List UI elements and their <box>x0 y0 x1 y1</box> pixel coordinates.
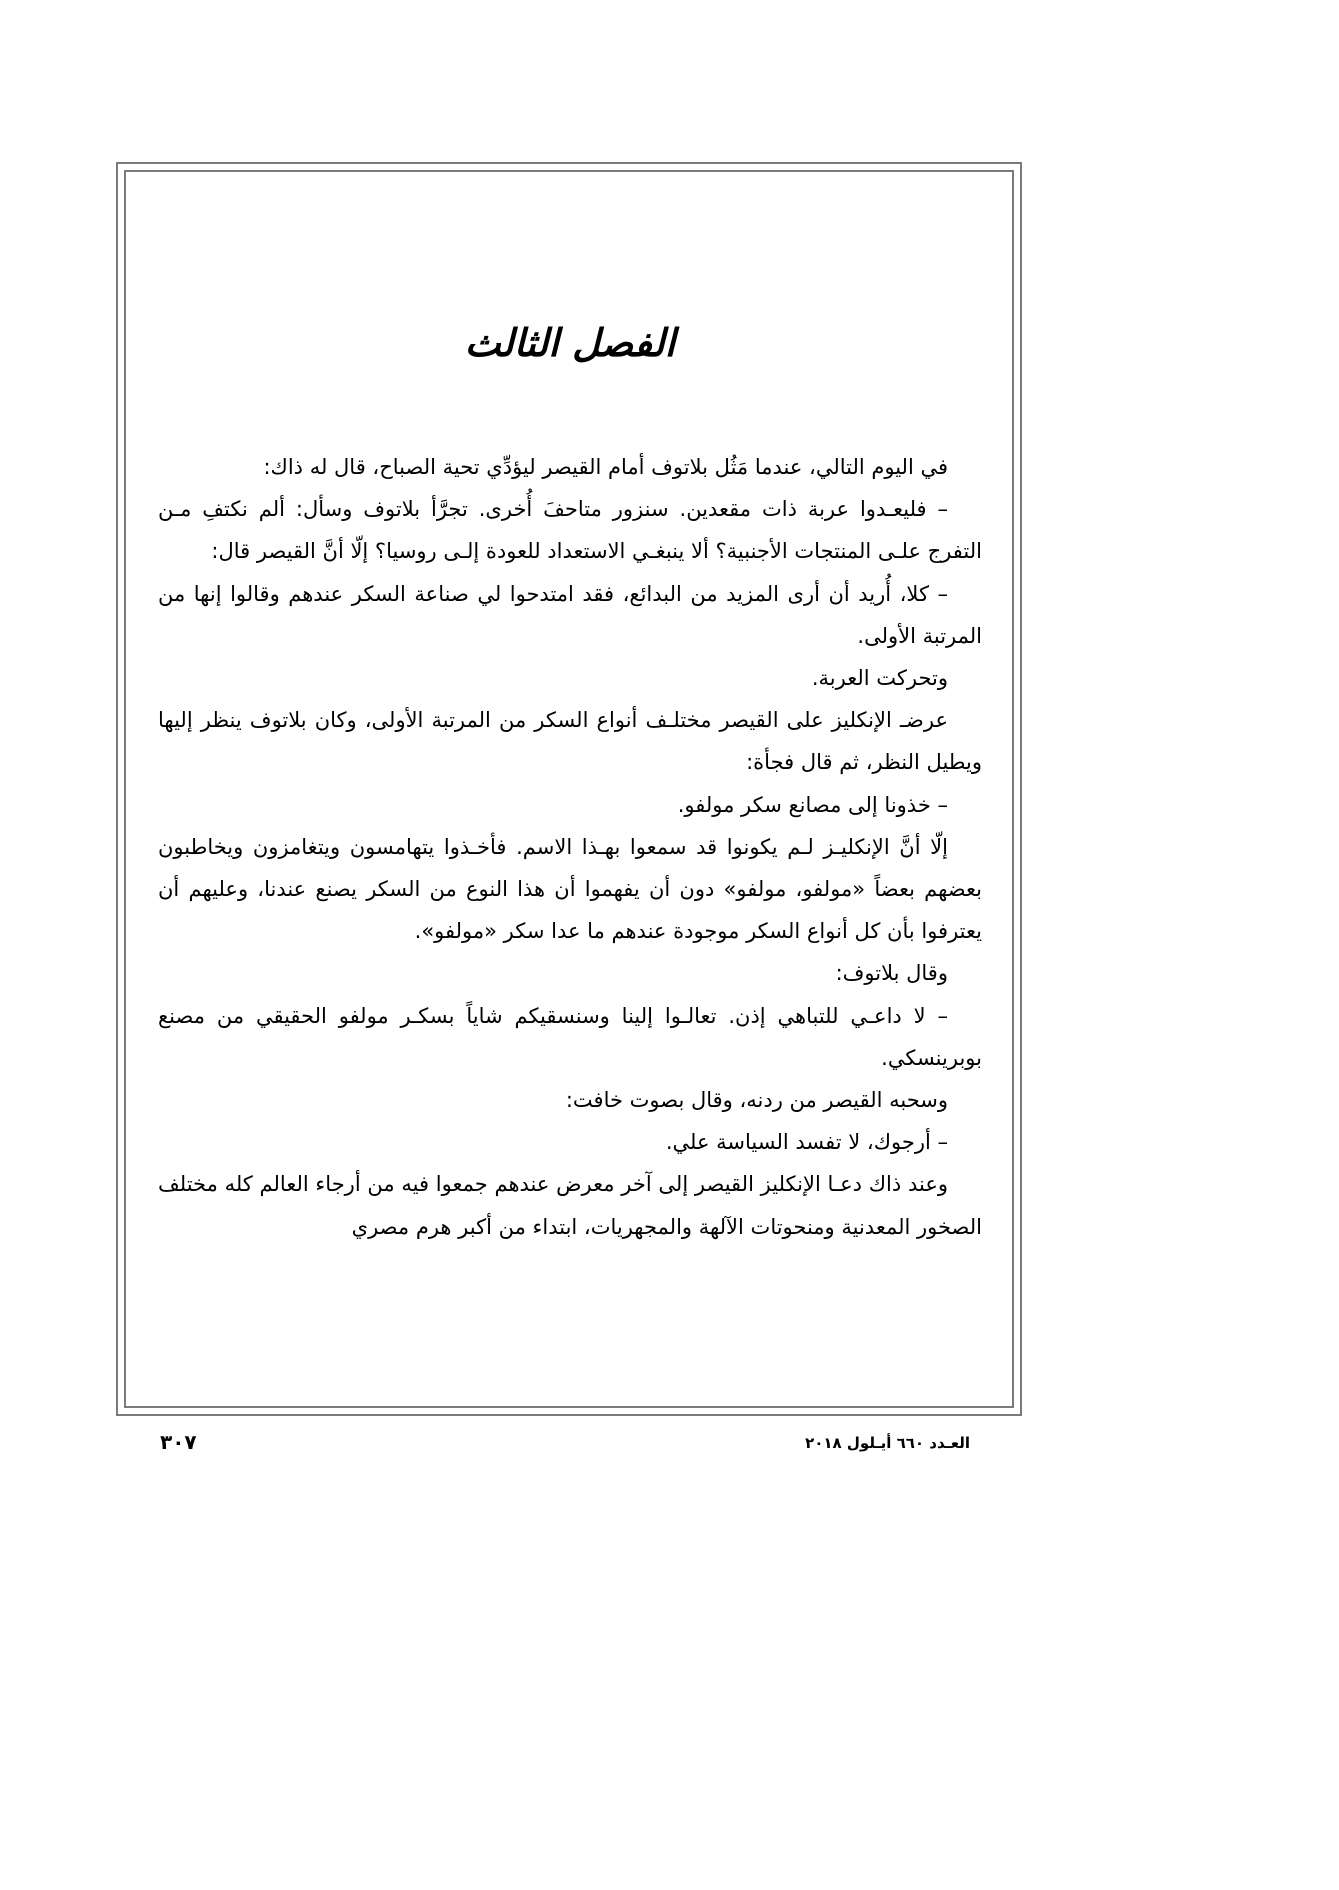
footer-issue-info: العـدد ٦٦٠ أيـلول ٢٠١٨ <box>805 1434 970 1452</box>
paragraph: وعند ذاك دعـا الإنكليز القيصر إلى آخر معرض عندهم جمعوا فيه من أرجاء العالم كله مختلف الصخور المعدنية ومنحوتات الآلهة والمجهريات، ابتداء من أكبر هرم مصري <box>158 1172 982 1239</box>
paragraph: – لا داعـي للتباهي إذن. تعالـوا إلينا وسنسقيكم شاياً بسكـر مولفو الحقيقي من مصنع بوبرينسكي. <box>158 1003 982 1070</box>
paragraph: وقال بلاتوف: <box>835 961 948 986</box>
paragraph: وسحبه القيصر من ردنه، وقال بصوت خافت: <box>565 1088 948 1113</box>
paragraph: – أرجوك، لا تفسد السياسة علي. <box>665 1130 948 1155</box>
chapter-title: الفصل الثالث <box>464 320 676 365</box>
paragraph: إلّا أنَّ الإنكليـز لـم يكونوا قد سمعوا بهـذا الاسم. فأخـذوا يتهامسون ويتغامزون ويخاطبون بعضهم بعضاً «مولفو، مولفو» دون أن يفهموا أن هذا النوع من السكر يصنع عندنا، وعليهم أن يعترفوا بأن كل أنواع السكر موجودة عندهم ما عدا سكر «مولفو». <box>158 834 982 944</box>
paragraph: في اليوم التالي، عندما مَثُل بلاتوف أمام القيصر ليؤدِّي تحية الصباح، قال له ذاك: <box>263 455 948 479</box>
chapter-body <box>158 446 982 1248</box>
page-number: ٣٠٧ <box>160 1430 197 1454</box>
paragraph: عرضـ الإنكليز على القيصر مختلـف أنواع السكر من المرتبة الأولى، وكان بلاتوف ينظر إليها ويطيل النظر، ثم قال فجأة: <box>158 708 982 775</box>
paragraph: وتحركت العربة. <box>811 666 948 691</box>
paragraph: – خذونا إلى مصانع سكر مولفو. <box>677 792 948 817</box>
paragraph: – فليعـدوا عربة ذات مقعدين. سنزور متاحفَ أُخرى. تجرَّأ بلاتوف وسأل: ألم نكتفِ مـن التفرج علـى المنتجات الأجنبية؟ ألا ينبغـي الاستعداد للعودة إلـى روسيا؟ إلّا أنَّ القيصر قال: <box>158 497 982 564</box>
paragraph: – كلا، أُريد أن أرى المزيد من البدائع، فقد امتدحوا لي صناعة السكر عندهم وقالوا إنها من المرتبة الأولى. <box>158 581 982 648</box>
